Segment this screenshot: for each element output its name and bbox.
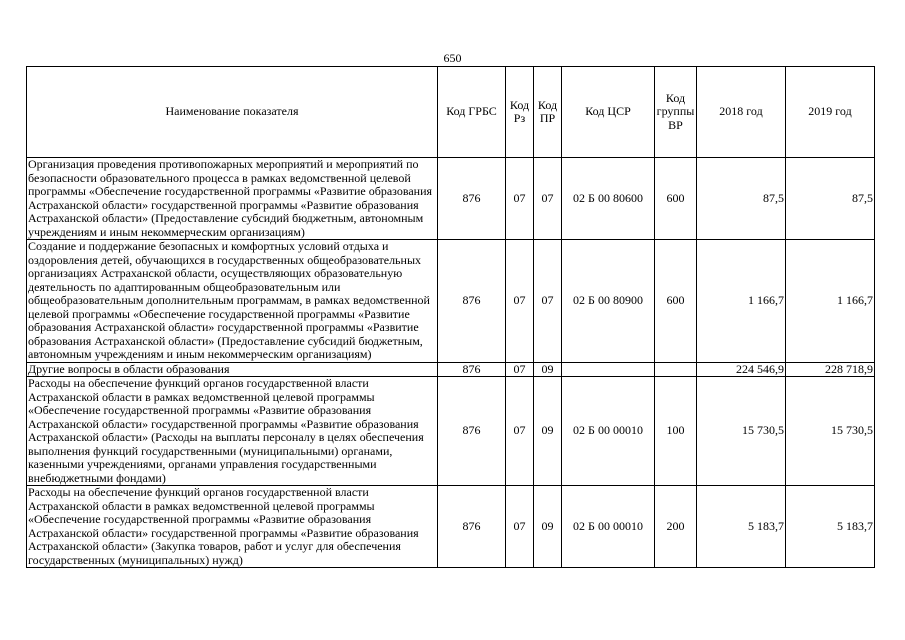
row-name: Создание и поддержание безопасных и комфортных условий отдыха и оздоровления детей, обучающихся в государственных общеобразовательных организациях Астраханской области, осуществляющих образовательную деятельность по адаптированным общеобразовательным или общеобразовательным дополнительным программам, в рамках ведомственной целевой программы «Обеспечение государственной программы «Развитие образования Астраханской области» государственной программы «Развитие образования Астраханской области» (Предоставление субсидий бюджетным, автономным учреждениям и иным некоммерческим организациям) xyxy=(27,240,438,363)
budget-table xyxy=(26,66,875,568)
row-name: Расходы на обеспечение функций органов государственной власти Астраханской области в рамках ведомственной целевой программы «Обеспечение государственной программы «Развитие образования Астраханской области» государственной программы «Развитие образования Астраханской области» (Закупка товаров, работ и услуг для обеспечения государственных (муниципальных) нужд) xyxy=(27,486,438,568)
row-2018: 87,5 xyxy=(697,158,786,240)
table-row xyxy=(27,158,875,240)
table-row xyxy=(27,362,875,377)
row-pr: 09 xyxy=(534,486,562,568)
page-number: 650 xyxy=(443,51,462,65)
header-row xyxy=(27,67,875,158)
row-name: Организация проведения противопожарных мероприятий и мероприятий по безопасности образовательного процесса в рамках ведомственной целевой программы «Обеспечение государственной программы «Развитие образования Астраханской области» государственной программы «Развитие образования Астраханской области» (Предоставление субсидий бюджетным, автономным учреждениям и иным некоммерческим организациям) xyxy=(27,158,438,240)
row-rz: 07 xyxy=(506,377,534,486)
row-rz: 07 xyxy=(506,362,534,377)
row-vr: 600 xyxy=(655,240,697,363)
header-rz: Код Рз xyxy=(506,67,534,158)
row-grbs: 876 xyxy=(438,240,506,363)
row-csr: 02 Б 00 00010 xyxy=(562,377,655,486)
row-2019: 87,5 xyxy=(786,158,875,240)
header-csr: Код ЦСР xyxy=(562,67,655,158)
row-pr: 09 xyxy=(534,377,562,486)
row-csr: 02 Б 00 80900 xyxy=(562,240,655,363)
row-grbs: 876 xyxy=(438,486,506,568)
row-2019: 228 718,9 xyxy=(786,362,875,377)
row-2018: 224 546,9 xyxy=(697,362,786,377)
table-row xyxy=(27,486,875,568)
header-pr: Код ПР xyxy=(534,67,562,158)
table-row xyxy=(27,377,875,486)
row-2019: 5 183,7 xyxy=(786,486,875,568)
row-vr: 600 xyxy=(655,158,697,240)
row-2018: 5 183,7 xyxy=(697,486,786,568)
row-grbs: 876 xyxy=(438,158,506,240)
row-pr: 09 xyxy=(534,362,562,377)
row-rz: 07 xyxy=(506,158,534,240)
row-name: Расходы на обеспечение функций органов государственной власти Астраханской области в рамках ведомственной целевой программы «Обеспечение государственной программы «Развитие образования Астраханской области» государственной программы «Развитие образования Астраханской области» (Расходы на выплаты персоналу в целях обеспечения выполнения функций государственными (муниципальными) органами, казенными учреждениями, органами управления государственными внебюджетными фондами) xyxy=(27,377,438,486)
table-row xyxy=(27,240,875,363)
row-2019: 1 166,7 xyxy=(786,240,875,363)
row-vr xyxy=(655,362,697,377)
row-rz: 07 xyxy=(506,486,534,568)
row-csr: 02 Б 00 00010 xyxy=(562,486,655,568)
row-grbs: 876 xyxy=(438,362,506,377)
header-2019: 2019 год xyxy=(786,67,875,158)
row-vr: 100 xyxy=(655,377,697,486)
header-grbs: Код ГРБС xyxy=(438,67,506,158)
row-pr: 07 xyxy=(534,240,562,363)
row-2018: 1 166,7 xyxy=(697,240,786,363)
row-csr: 02 Б 00 80600 xyxy=(562,158,655,240)
row-2019: 15 730,5 xyxy=(786,377,875,486)
row-grbs: 876 xyxy=(438,377,506,486)
row-pr: 07 xyxy=(534,158,562,240)
header-name: Наименование показателя xyxy=(27,67,438,158)
header-vr: Код группы ВР xyxy=(655,67,697,158)
row-2018: 15 730,5 xyxy=(697,377,786,486)
row-name: Другие вопросы в области образования xyxy=(27,362,438,377)
row-csr xyxy=(562,362,655,377)
row-rz: 07 xyxy=(506,240,534,363)
header-2018: 2018 год xyxy=(697,67,786,158)
row-vr: 200 xyxy=(655,486,697,568)
